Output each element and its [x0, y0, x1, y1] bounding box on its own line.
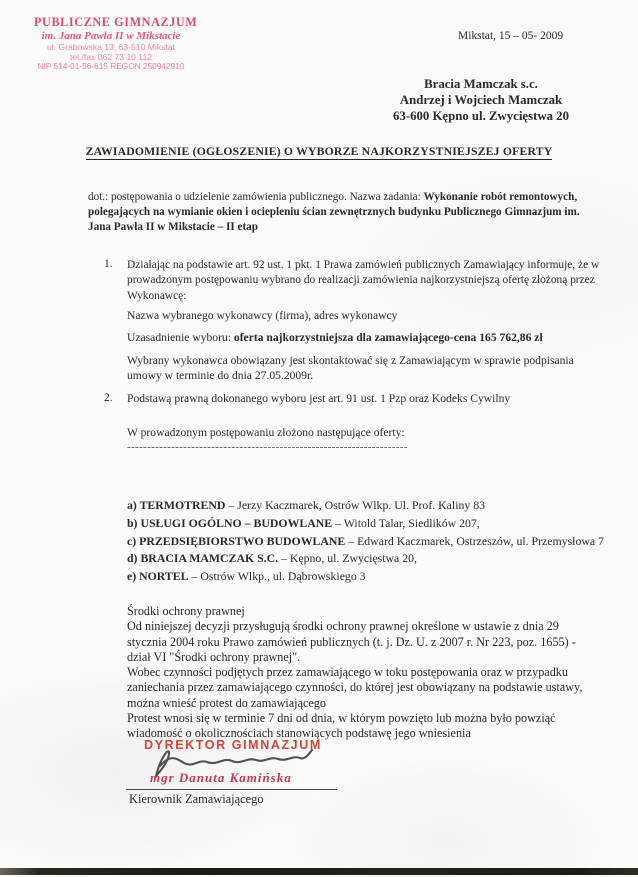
- item2-paragraph: Podstawą prawną dokonanego wyboru jest art. 91 ust. 1 Pzp oraz Kodeks Cywilny: [127, 392, 511, 405]
- offer-item: b) USŁUGI OGÓLNO – BUDOWLANE – Witold Talar, Siedlików 207,: [127, 515, 480, 530]
- legal-line: wiadomość o okolicznościach stanowiących podstawę jego wniesienia: [127, 726, 471, 741]
- offer-item: a) TERMOTREND – Jerzy Kaczmarek, Ostrów Wlkp. Ul. Prof. Kaliny 83: [127, 498, 486, 512]
- dashed-separator: ----------------------------------------------------------------------: [127, 441, 408, 453]
- recipient-owners: Andrzej i Wojciech Mamczak: [399, 93, 563, 107]
- contact-line-1: Wybrany wykonawca obowiązany jest skontaktować się z Zamawiającym w sprawie podpisania: [127, 354, 574, 367]
- legal-line: Od niniejszej decyzji przysługują środki ochrony prawnej określone w ustawie z dnia 29: [127, 619, 559, 634]
- offer-item: d) BRACIA MAMCZAK S.C. – Kępno, ul. Zwycięstwa 20,: [127, 551, 417, 566]
- offer-item: c) PRZEDSIĘBIORSTWO BUDOWLANE – Edward Kaczmarek, Ostrzeszów, ul. Przemysłowa 7: [127, 533, 604, 548]
- item1-number: 1.: [104, 258, 113, 270]
- recipient-block: [383, 76, 579, 124]
- recipient-address: 63-600 Kępno ul. Zwycięstwa 20: [393, 109, 569, 123]
- document-title: ZAWIADOMIENIE (OGŁOSZENIE) O WYBORZE NAJKORZYSTNIEJSZEJ OFERTY: [85, 145, 553, 158]
- stamp-institution-name: PUBLICZNE GIMNAZJUM: [34, 15, 198, 29]
- firm-label: Nazwa wybranego wykonawcy (firma), adres wykonawcy: [127, 309, 398, 322]
- signature-rule: [126, 789, 337, 790]
- reason-line: Uzasadnienie wyboru: oferta najkorzystniejsza dla zamawiającego-cena 165 762,86 zł: [127, 331, 543, 344]
- legal-line: zaniechania przez zamawiającego czynności, do której jest obowiązany na podstawie ustawy,: [127, 680, 583, 695]
- offer-item: e) NORTEL – Ostrów Wlkp., ul. Dąbrowskiego 3: [127, 569, 366, 584]
- legal-line: dział VI "Środki ochrony prawnej".: [127, 649, 301, 664]
- offers-list: [127, 497, 604, 586]
- item1-paragraph: [127, 258, 599, 304]
- document-date: Mikstat, 15 – 05- 2009: [458, 30, 564, 42]
- contact-line-2: umowy w terminie do dnia 27.05.2009r.: [127, 369, 314, 383]
- subject-line-3: Jana Pawła II w Mikstacie – II etap: [88, 220, 258, 233]
- offers-intro: W prowadzonym postępowaniu złożono następujące oferty:: [127, 426, 405, 439]
- director-name-stamp: mgr Danuta Kamińska: [150, 770, 292, 785]
- stamp-patron-line: im. Jana Pawła II w Mikstacie: [41, 29, 181, 42]
- recipient-name: Bracia Mamczak s.c.: [424, 77, 538, 91]
- legal-line: Protest wnosi się w terminie 7 dni od dnia, w którym powzięto lub można było powziąć: [127, 711, 556, 726]
- scan-edge-artifact: [0, 868, 638, 875]
- director-stamp-text: DYREKTOR GIMNAZJUM: [144, 738, 322, 752]
- item1-line-3: Wykonawcę:: [127, 289, 187, 302]
- subject-line-1: dot.: postępowania o udzielenie zamówienia publicznego. Nazwa zadania: Wykonanie robót remontowych,: [88, 191, 578, 203]
- legal-remedies-paragraph: [127, 604, 582, 742]
- item1-line-2: prowadzonym postępowaniu wybrano do realizacji zamówienia najkorzystniejszą ofertę złożoną przez: [127, 274, 595, 287]
- legal-line: można wnieść protest do zamawiającego: [127, 695, 326, 710]
- contact-paragraph: [127, 353, 574, 383]
- legal-line: stycznia 2004 roku Prawo zamówień publicznych (t. j. Dz. U. z 2007 r. Nr 223, poz. 1655) -: [127, 634, 576, 649]
- subject-line-2: polegających na wymianie okien i ociepleniu ścian zewnętrznych budynku Publicznego Gimnazjum im.: [88, 205, 580, 218]
- signature-caption: Kierownik Zamawiającego: [129, 792, 264, 806]
- stamp-address: ul. Grabowska 13, 63-510 Mikstat: [46, 41, 175, 52]
- item2-number: 2.: [104, 392, 113, 404]
- institution-stamp: [34, 15, 198, 72]
- stamp-phone: tel./fax 062 73 10 112: [69, 51, 153, 62]
- legal-line: Środki ochrony prawnej: [127, 604, 245, 618]
- legal-line: Wobec czynności podjętych przez zamawiającego w toku postępowania oraz w przypadku: [127, 665, 568, 680]
- subject-paragraph: [88, 190, 580, 235]
- stamp-nip-regon: NIP 514-01-56-615 REGON 250942910: [37, 61, 185, 72]
- item1-line-1: Działając na podstawie art. 92 ust. 1 pkt. 1 Prawa zamówień publicznych Zamawiający informuje, że w: [127, 259, 600, 271]
